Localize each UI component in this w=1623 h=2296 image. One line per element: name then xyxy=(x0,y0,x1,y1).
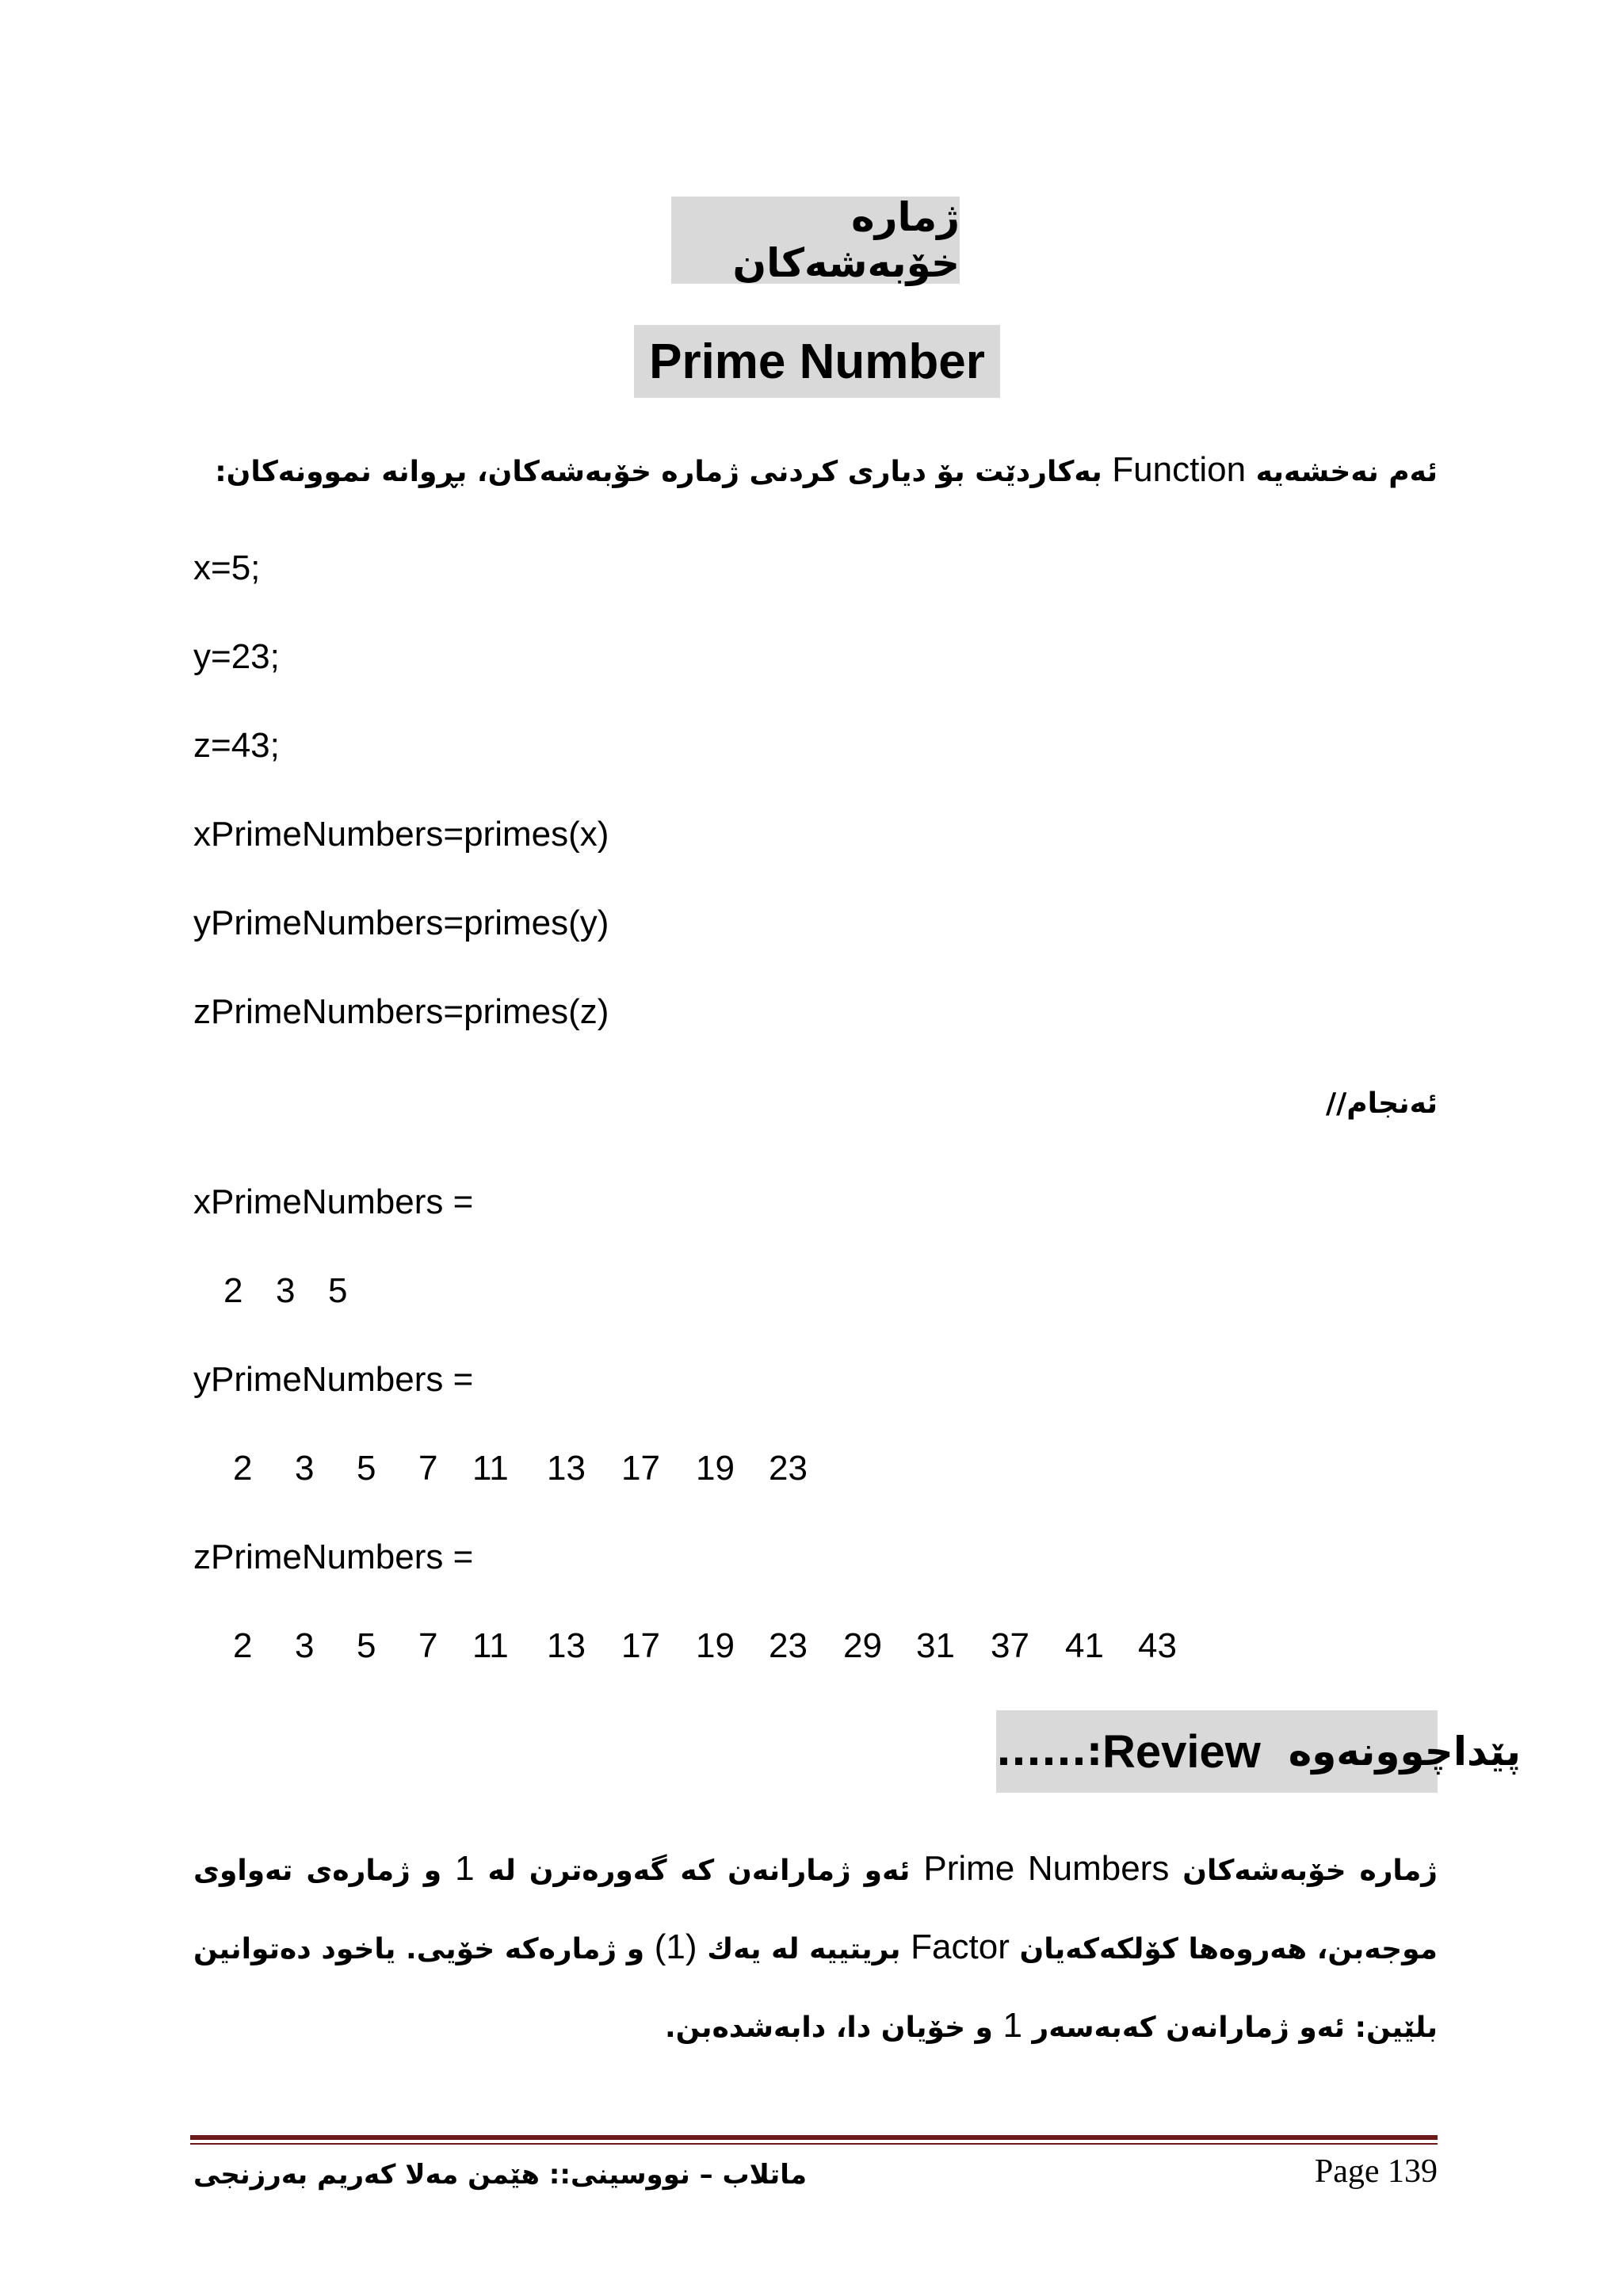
paragraph-term: Factor xyxy=(911,1927,1010,1966)
prime-value: 31 xyxy=(916,1626,955,1665)
output-label-z: zPrimeNumbers = xyxy=(193,1538,474,1576)
intro-line xyxy=(215,450,1438,490)
paragraph-number: (1) xyxy=(654,1927,697,1966)
prime-value: 13 xyxy=(547,1449,586,1488)
prime-value: 3 xyxy=(276,1271,296,1310)
prime-value: 2 xyxy=(223,1271,243,1310)
code-line: z=43; xyxy=(193,726,280,765)
prime-value: 19 xyxy=(696,1626,735,1665)
prime-value: 7 xyxy=(418,1626,438,1665)
paragraph-number: 1 xyxy=(1002,2006,1022,2045)
result-label: ئەنجام// xyxy=(1325,1087,1438,1120)
code-line: zPrimeNumbers=primes(z) xyxy=(193,992,609,1031)
prime-value: 29 xyxy=(843,1626,882,1665)
page-title-english: Prime Number xyxy=(634,325,1000,398)
prime-value: 41 xyxy=(1065,1626,1104,1665)
output-label-x: xPrimeNumbers = xyxy=(193,1182,474,1221)
prime-value: 17 xyxy=(621,1626,660,1665)
prime-value: 7 xyxy=(418,1449,438,1488)
prime-value: 37 xyxy=(991,1626,1029,1665)
prime-value: 2 xyxy=(233,1626,253,1665)
review-paragraph xyxy=(193,1831,1438,2066)
prime-value: 5 xyxy=(357,1449,376,1488)
prime-value: 23 xyxy=(769,1449,808,1488)
prime-value: 2 xyxy=(233,1449,253,1488)
prime-value: 19 xyxy=(696,1449,735,1488)
paragraph-term: Prime Numbers xyxy=(923,1849,1170,1888)
prime-value: 43 xyxy=(1138,1626,1177,1665)
paragraph-text: و ژمارەی تەواوی موجەبن، هەروەها کۆلکەکەیان xyxy=(193,1855,1438,1966)
paragraph-text: و خۆیان دا، دابەشدەبن. xyxy=(664,2011,993,2044)
review-heading xyxy=(996,1710,1522,1793)
prime-value: 17 xyxy=(621,1449,660,1488)
paragraph-number: 1 xyxy=(455,1849,475,1888)
prime-value: 3 xyxy=(295,1626,315,1665)
prime-value: 5 xyxy=(357,1626,376,1665)
review-heading-latin: Review xyxy=(1102,1725,1261,1778)
prime-value: 11 xyxy=(472,1449,509,1488)
prime-value: 5 xyxy=(328,1271,348,1310)
page-title-kurdish: ژمارە خۆبەشەکان xyxy=(671,197,960,284)
intro-text-before: ئەم نەخشەیە xyxy=(1255,456,1438,488)
prime-value: 23 xyxy=(769,1626,808,1665)
footer-author: ماتلاب – نووسینی:: هێمن مەلا کەریم بەرزنجی xyxy=(193,2159,808,2191)
footer-divider xyxy=(190,2135,1438,2140)
code-line: x=5; xyxy=(193,548,261,587)
prime-value: 3 xyxy=(295,1449,315,1488)
paragraph-text: و ژمارەکە خۆیی. یاخود دەتوانین بلێین: ئەو ژمارانەن کەبەسەر xyxy=(193,1933,1438,2044)
code-line: xPrimeNumbers=primes(x) xyxy=(193,815,609,854)
review-heading-suffix: :...... xyxy=(996,1729,1102,1775)
code-line: yPrimeNumbers=primes(y) xyxy=(193,904,609,942)
code-line: y=23; xyxy=(193,637,280,676)
paragraph-text: بریتییە لە یەك xyxy=(707,1933,901,1966)
paragraph-text: ئەو ژمارانەن کە گەورەترن لە xyxy=(487,1855,911,1887)
page-number: Page 139 xyxy=(1314,2153,1438,2190)
paragraph-text: ژمارە خۆبەشەکان xyxy=(1182,1855,1438,1887)
review-heading-kurdish: پێداچوونەوە xyxy=(1288,1729,1522,1775)
intro-text-after: بەکاردێت بۆ دیاری کردنی ژمارە خۆبەشەکان، بڕوانە نموونەکان: xyxy=(215,456,1102,488)
intro-function-term: Function xyxy=(1112,450,1247,489)
prime-value: 13 xyxy=(547,1626,586,1665)
footer-divider xyxy=(190,2143,1438,2145)
prime-value: 11 xyxy=(472,1626,509,1665)
output-label-y: yPrimeNumbers = xyxy=(193,1360,474,1399)
